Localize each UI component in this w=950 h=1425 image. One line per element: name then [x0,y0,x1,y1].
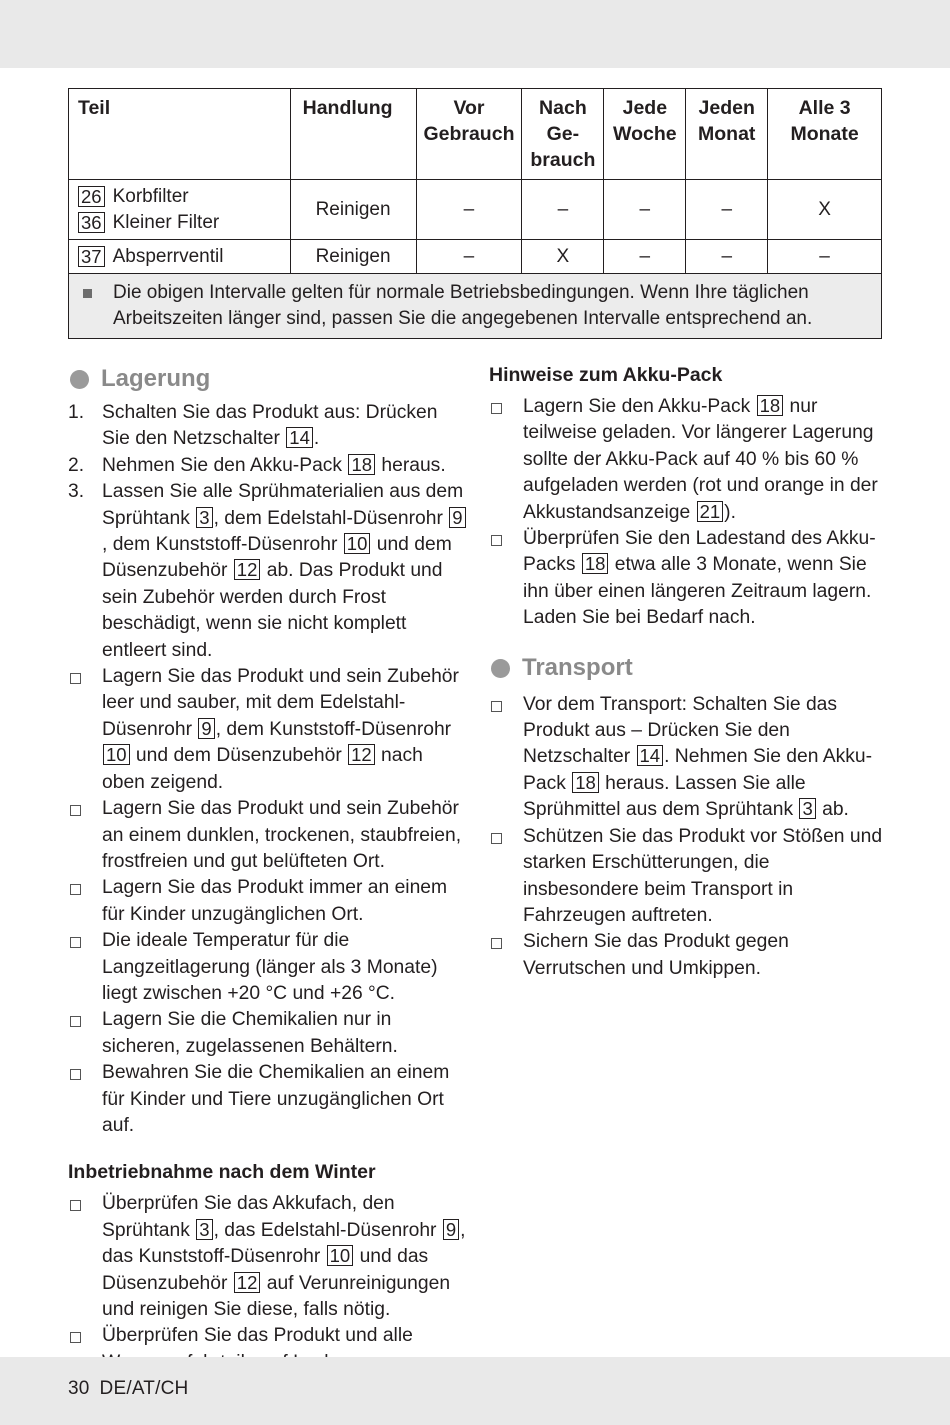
list-item [489,526,883,632]
list-item-text: Überprüfen Sie das Akkufach, den Sprühtank 3 , das Edelstahl-Düsenrohr 9 , das Kunststoff-Düsenrohr 10 und das Düsenzubehör 12 auf Verunreinigungen und reinigen Sie diese, falls nötig. [102,1193,466,1320]
checkbox-bullet-icon [491,833,502,844]
header-vor-gebrauch: Vor Gebrauch [416,89,522,180]
part-name: Korbfilter [112,185,189,207]
reference-number: 3 [196,1219,212,1240]
list-item [68,796,468,875]
list-item [68,664,468,796]
list-item-text: Die ideale Temperatur für die Langzeitlagerung (länger als 3 Monate) liegt zwischen +20 °C und +26 °C. [102,930,438,1004]
checkbox-bullet-icon [70,884,81,895]
checkbox-bullet-icon [70,1332,81,1343]
checkbox-bullet-icon [491,701,502,712]
list-item [68,875,468,928]
list-item [68,1191,468,1323]
right-column [489,362,883,982]
interval-cell: X [522,240,604,274]
reference-number: 18 [757,395,784,416]
part-item [77,210,290,236]
list-item-text: Lagern Sie das Produkt immer an einem für Kinder unzugänglichen Ort. [102,877,448,925]
header-band [0,0,950,68]
part-name: Kleiner Filter [112,211,220,233]
interval-cell: – [604,180,686,240]
numbered-step [68,453,468,479]
reference-number: 37 [78,246,105,267]
action-cell: Reinigen [290,240,416,274]
checkbox-bullet-icon [70,1016,81,1027]
reference-number: 12 [234,559,261,580]
list-item-text: Überprüfen Sie den Ladestand des Akku-Packs 18 etwa alle 3 Monate, wenn Sie ihn über einen längeren Zeitraum lagern. Laden Sie bei Bedarf nach. [523,528,876,629]
reference-number: 10 [103,744,130,765]
checkbox-bullet-icon [70,673,81,684]
checkbox-bullet-icon [70,805,81,816]
list-item [68,928,468,1007]
reference-number: 18 [348,454,375,475]
checkbox-bullet-icon [491,535,502,546]
transport-heading [489,654,883,684]
header-alle-3-monate: Alle 3 Monate [768,89,882,180]
part-item [77,244,290,270]
lagerung-heading [68,364,468,394]
lagerung-list [68,400,468,1139]
list-item [68,1007,468,1060]
step-text: Lassen Sie alle Sprühmaterialien aus dem Sprühtank 3 , dem Edelstahl-Düsenrohr 9, dem Kunststoff-Düsenrohr 10 und dem Düsenzubehör 12 ab. Das Produkt und sein Zubehör werden durch Frost beschädigt, wenn sie nicht komplett entleert sind. [102,481,467,660]
reference-number: 9 [449,507,465,528]
part-name: Absperrventil [112,245,224,267]
reference-number: 14 [637,745,664,766]
numbered-step [68,400,468,453]
table-note-cell [69,274,882,339]
step-number: 2. [68,454,85,476]
interval-cell: – [768,240,882,274]
maintenance-table [68,88,882,339]
list-item [489,929,883,982]
inbetriebnahme-list [68,1191,468,1376]
interval-cell: – [604,240,686,274]
table-header-row [69,89,882,180]
reference-number: 36 [78,212,105,233]
region-label: DE/AT/CH [99,1378,189,1399]
step-number: 1. [68,402,85,423]
header-teil: Teil [69,89,291,180]
table-row [69,240,882,274]
reference-number: 9 [198,718,214,739]
header-nach-gebrauch: Nach Ge- brauch [522,89,604,180]
transport-list [489,692,883,982]
list-item-text: Überprüfen Sie das Produkt und alle [102,1325,413,1347]
list-item [489,692,883,824]
step-text: Nehmen Sie den Akku-Pack 18 heraus. [102,453,446,476]
left-column [68,364,468,1376]
header-jeden-monat: Jeden Monat [686,89,768,180]
reference-number: 14 [286,427,313,448]
header-jede-woche: Jede Woche [604,89,686,180]
checkbox-bullet-icon [70,1200,81,1211]
page-footer [68,1378,188,1400]
header-handlung: Handlung [290,89,416,180]
page-number: 30 [68,1378,90,1399]
step-number: 3. [68,481,85,503]
list-item [489,824,883,930]
part-item [77,184,290,210]
action-cell: Reinigen [290,180,416,240]
list-item-text: Vor dem Transport: Schalten Sie das Produkt aus – Drücken Sie den Netzschalter 14 . Nehmen Sie den Akku-Pack 18 heraus. Lassen Sie alle Sprühmittel aus dem Sprühtank 3 ab. [523,693,873,821]
list-item-text: Lagern Sie das Produkt und sein Zubehör leer und sauber, mit dem Edelstahl-Düsenrohr 9 , dem Kunststoff-Düsenrohr 10 und dem Düsenzubehör 12 nach oben zeigend. [102,666,459,793]
list-item-text: Bewahren Sie die Chemikalien an einem für Kinder und Tiere unzugänglichen Ort auf. [102,1062,450,1136]
part-cell [69,240,291,274]
note-square-icon [83,289,92,298]
reference-number: 18 [582,553,609,574]
reference-number: 18 [572,772,599,793]
checkbox-bullet-icon [70,937,81,948]
checkbox-bullet-icon [491,403,502,414]
list-item-text: Sichern Sie das Produkt gegen Verrutschen und Umkippen. [523,931,789,979]
section-bullet-icon [491,659,510,678]
interval-cell: – [522,180,604,240]
list-item [68,1060,468,1139]
part-cell [69,180,291,240]
list-item-text: Schützen Sie das Produkt vor Stößen und starken Erschütterungen, die insbesondere beim Transport in Fahrzeugen auftreten. [523,825,883,926]
list-item-text: Lagern Sie das Produkt und sein Zubehör an einem dunklen, trockenen, staubfreien, frostfreien und gut belüfteten Ort. [102,798,462,872]
reference-number: 10 [327,1245,354,1266]
interval-cell: – [686,240,768,274]
interval-cell: – [416,180,522,240]
list-item [489,394,883,526]
reference-number: 3 [196,507,212,528]
reference-number: 21 [697,501,724,522]
section-bullet-icon [70,370,89,389]
reference-number: 26 [78,186,105,207]
checkbox-bullet-icon [70,1069,81,1080]
reference-number: 3 [799,798,815,819]
inbetriebnahme-heading: Inbetriebnahme nach dem Winter [68,1161,376,1184]
reference-number: 10 [344,533,371,554]
transport-title: Transport [522,654,633,682]
akku-heading: Hinweise zum Akku-Pack [489,364,723,386]
reference-number: 9 [443,1219,459,1240]
reference-number: 12 [234,1272,261,1293]
table-note [83,280,871,332]
reference-number: 12 [348,744,375,765]
table-note-row [69,274,882,339]
interval-cell: – [686,180,768,240]
list-item-text: Lagern Sie den Akku-Pack 18 nur teilweise geladen. Vor längerer Lagerung sollte der Akku-Pack auf 40 % bis 60 % aufgeladen werden (rot und orange in der Akkustandsanzeige 21 ). [523,395,878,523]
list-item-text: Lagern Sie die Chemikalien nur in sicheren, zugelassenen Behältern. [102,1009,398,1057]
interval-cell: X [768,180,882,240]
numbered-step [68,479,468,664]
akku-list [489,394,883,632]
interval-cell: – [416,240,522,274]
table-note-text: Die obigen Intervalle gelten für normale Betriebsbedingungen. Wenn Ihre täglichen Arbeitszeiten länger sind, passen Sie die angegebenen Intervalle entsprechend an. [113,282,813,329]
lagerung-title: Lagerung [101,364,211,392]
step-text: Schalten Sie das Produkt aus: Drücken Sie den Netzschalter 14 . [102,402,438,450]
table-row [69,180,882,240]
checkbox-bullet-icon [491,938,502,949]
